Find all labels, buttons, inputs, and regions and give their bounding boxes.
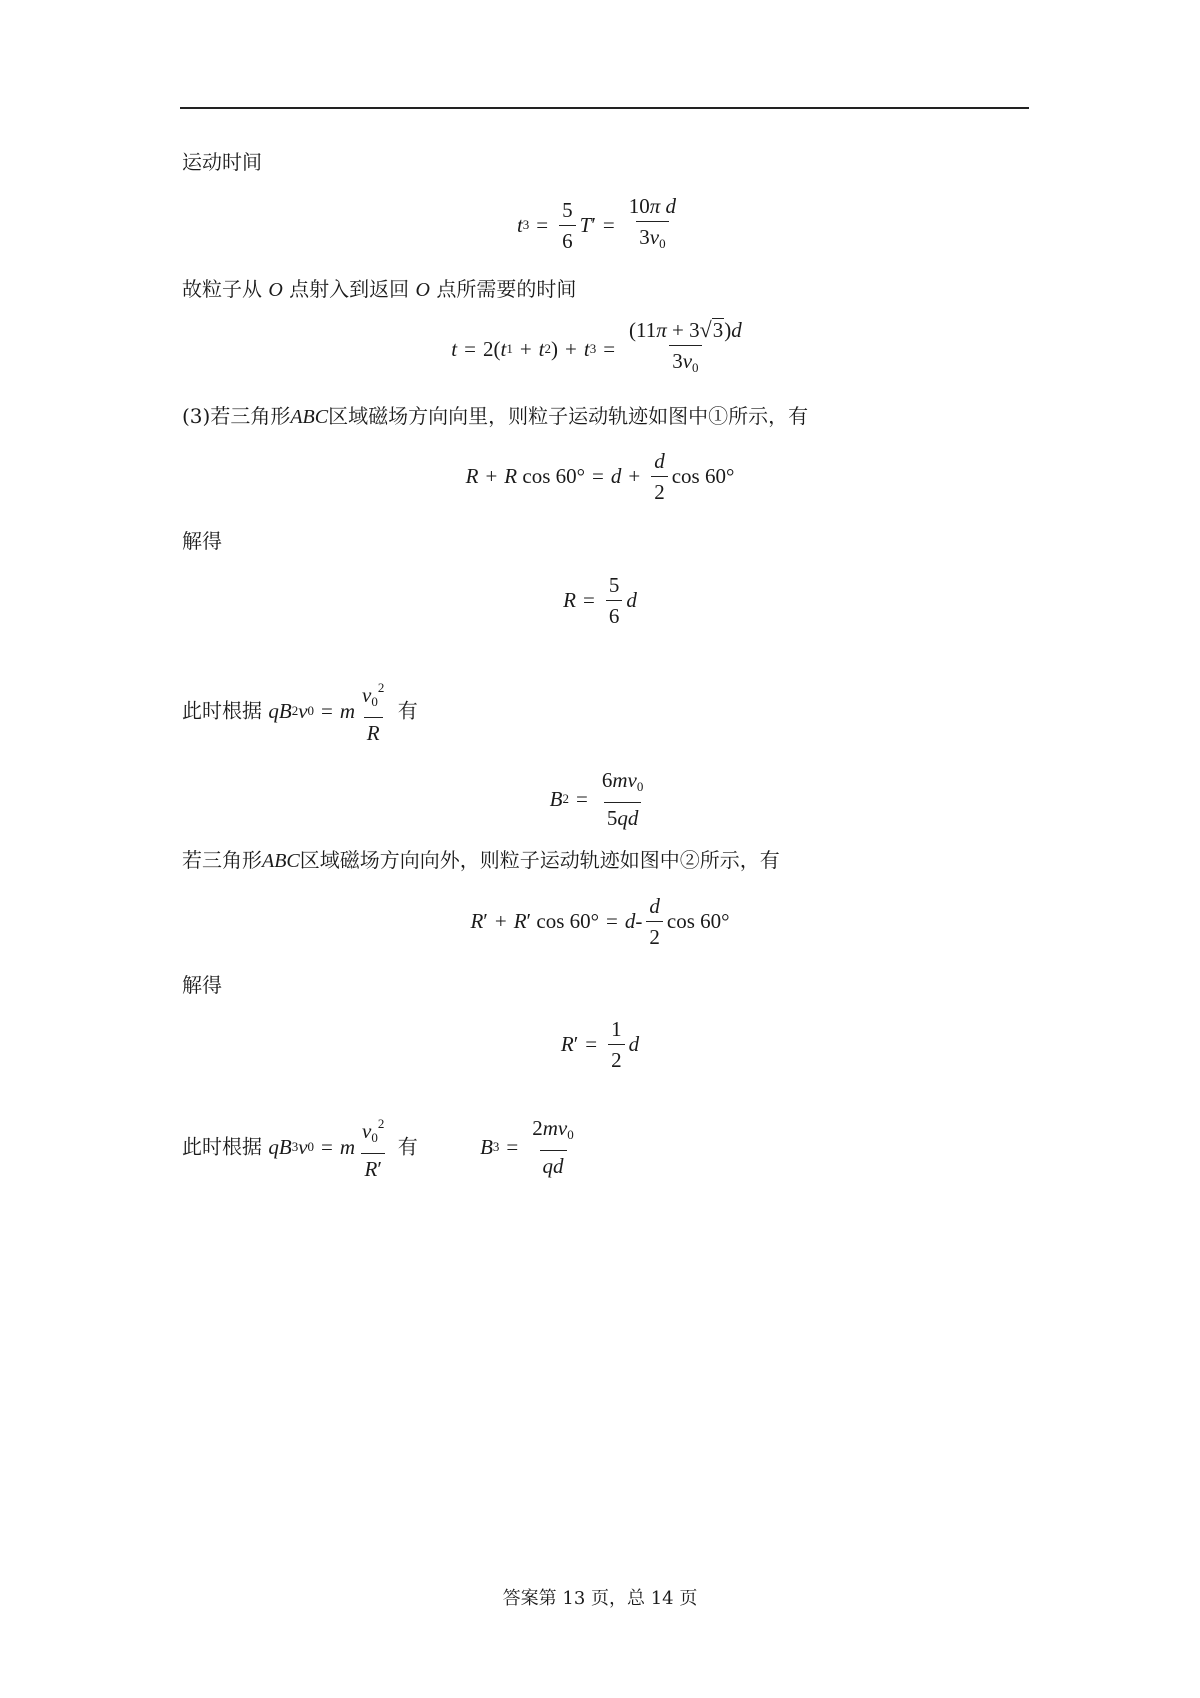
text-force-relation-2: 此时根据 qB 3 v 0 = m $\frac{v_0^2}{R'}$ 有 B 3 = $\frac{2mv_0}{qd}$ — [182, 1112, 581, 1181]
equation-t3: t 3 = $\frac{5}{6}$ T ′ = $\frac{\text{10π d}}{3v_0}$ — [0, 194, 1200, 256]
equation-radius-prime-result: R ′ = $\frac{1}{2}$ d — [560, 1017, 640, 1072]
header-rule — [180, 107, 1029, 109]
text-force-relation-1: 此时根据 qB 2 v 0 = m $\frac{v_0^2}{R}$ 有 — [182, 680, 418, 745]
equation-total-time: t = 2( t 1 + t 2 ) + t 3 = (11π + 3 √ 3 )d $3v_0$ — [0, 318, 1200, 380]
equation-b3: B 3 = $\frac{2mv_0}{qd}$ — [480, 1115, 574, 1178]
text-part3-outward: 若三角形ABC区域磁场方向向外，则粒子运动轨迹如图中②所示，有 — [182, 848, 780, 872]
text-part3-inward: (3)若三角形ABC区域磁场方向向里，则粒子运动轨迹如图中①所示，有 — [182, 404, 809, 428]
text-total-time-intro: 故粒子从 O 点射入到返回 O 点所需要的时间 — [182, 277, 577, 301]
text-motion-time: 运动时间 — [182, 150, 262, 174]
equation-radius-outward: R ′ + R ′ cos 60° = d - $\frac{d}{2}$ cos 60° — [470, 894, 730, 949]
text-solve-2: 解得 — [182, 973, 222, 997]
equation-b2: B 2 = $\frac{6mv_0}{5qd}$ — [549, 768, 644, 830]
text-solve-1: 解得 — [182, 529, 222, 553]
equation-radius-inward: R + R cos 60° = d + $\frac{d}{2}$ cos 60° — [465, 449, 735, 504]
page-footer: 答案第 13 页，总 14 页 — [502, 1588, 698, 1609]
equation-radius-result: R = $\frac{5}{6}$ d — [563, 573, 637, 628]
